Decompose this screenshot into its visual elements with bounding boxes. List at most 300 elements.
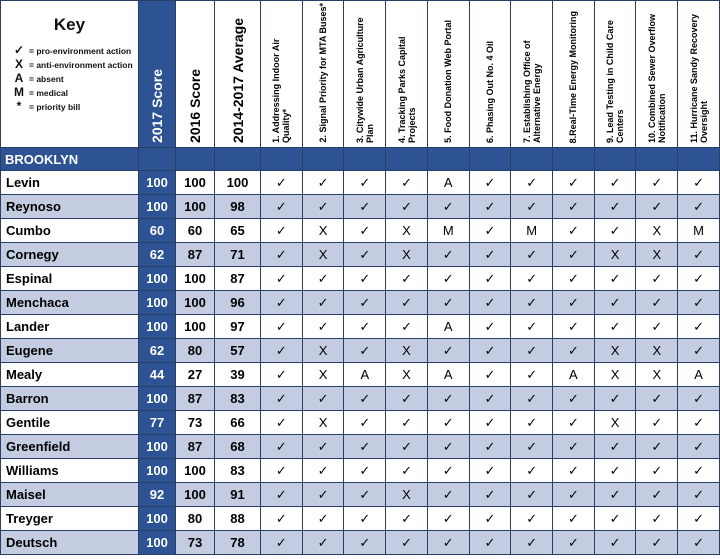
header-bill-label: 3. Citywide Urban Agriculture Plan [354,17,375,143]
key-symbol: A [14,71,24,85]
score-2016: 100 [176,315,215,339]
vote-cell: ✓ [511,363,553,387]
score-average: 91 [215,483,261,507]
vote-cell: ✓ [511,387,553,411]
vote-cell: X [636,243,678,267]
vote-cell: ✓ [261,531,303,555]
vote-cell: X [636,339,678,363]
vote-cell: X [594,243,636,267]
vote-cell: ✓ [386,171,428,195]
header-bill-10 [636,1,678,148]
score-2017: 100 [139,195,176,219]
vote-cell: ✓ [553,387,595,411]
score-2016: 87 [176,243,215,267]
vote-cell: X [386,219,428,243]
score-average: 57 [215,339,261,363]
vote-cell: ✓ [594,459,636,483]
vote-cell: ✓ [678,459,720,483]
vote-cell: ✓ [386,195,428,219]
vote-cell: ✓ [302,291,344,315]
member-name: Menchaca [1,291,139,315]
vote-cell: ✓ [302,267,344,291]
score-2016: 60 [176,219,215,243]
vote-cell: ✓ [386,291,428,315]
vote-cell: ✓ [261,195,303,219]
vote-cell: ✓ [302,507,344,531]
table-row [1,411,720,435]
member-name: Cumbo [1,219,139,243]
member-name: Eugene [1,339,139,363]
borough-filler [386,148,428,171]
key-symbol: * [16,99,22,113]
score-average: 97 [215,315,261,339]
vote-cell: A [427,363,469,387]
vote-cell: ✓ [636,483,678,507]
key-symbol: M [14,85,24,99]
header-bill-2 [302,1,344,148]
vote-cell: ✓ [302,387,344,411]
key-panel [1,1,139,148]
vote-cell: ✓ [636,171,678,195]
score-2017: 100 [139,459,176,483]
vote-cell: X [594,411,636,435]
vote-cell: ✓ [302,171,344,195]
header-bill-11 [678,1,720,148]
vote-cell: ✓ [344,507,386,531]
vote-cell: ✓ [386,507,428,531]
vote-cell: ✓ [553,459,595,483]
vote-cell: ✓ [553,171,595,195]
vote-cell: ✓ [261,435,303,459]
vote-cell: ✓ [427,291,469,315]
vote-cell: ✓ [678,435,720,459]
vote-cell: A [344,363,386,387]
header-average [215,1,261,148]
score-2017: 62 [139,339,176,363]
vote-cell: X [636,363,678,387]
score-average: 78 [215,531,261,555]
header-bill-label: 9. Lead Testing in Child Care Centers [605,20,626,143]
vote-cell: ✓ [594,219,636,243]
vote-cell: ✓ [344,411,386,435]
header-bill-label: 2. Signal Priority for MTA Buses* [318,3,329,143]
score-average: 39 [215,363,261,387]
borough-filler [344,148,386,171]
vote-cell: ✓ [344,483,386,507]
score-2017: 100 [139,291,176,315]
member-name: Deutsch [1,531,139,555]
vote-cell: ✓ [469,459,511,483]
vote-cell: X [302,219,344,243]
vote-cell: ✓ [261,267,303,291]
header-bill-9 [594,1,636,148]
header-bill-7 [511,1,553,148]
score-2017: 77 [139,411,176,435]
vote-cell: ✓ [469,531,511,555]
table-row [1,219,720,243]
vote-cell: ✓ [678,291,720,315]
vote-cell: ✓ [261,219,303,243]
vote-cell: X [302,363,344,387]
vote-cell: ✓ [261,171,303,195]
vote-cell: ✓ [469,315,511,339]
vote-cell: ✓ [636,267,678,291]
key-item [1,71,138,85]
score-2016: 73 [176,411,215,435]
vote-cell: ✓ [261,507,303,531]
table-row [1,531,720,555]
vote-cell: ✓ [386,435,428,459]
vote-cell: ✓ [427,507,469,531]
header-bill-8 [553,1,595,148]
vote-cell: ✓ [594,387,636,411]
vote-cell: ✓ [594,267,636,291]
score-2017: 100 [139,315,176,339]
key-item [1,85,138,99]
vote-cell: ✓ [344,459,386,483]
score-2016: 87 [176,387,215,411]
vote-cell: ✓ [678,531,720,555]
vote-cell: ✓ [469,339,511,363]
score-2016: 80 [176,339,215,363]
member-name: Greenfield [1,435,139,459]
vote-cell: ✓ [636,387,678,411]
key-label: = anti-environment action [29,60,133,70]
score-2017: 100 [139,507,176,531]
vote-cell: ✓ [302,435,344,459]
vote-cell: ✓ [636,435,678,459]
key-item [1,43,138,57]
vote-cell: ✓ [427,483,469,507]
vote-cell: ✓ [302,315,344,339]
borough-filler [636,148,678,171]
header-bill-label: 8.Real-Time Energy Monitoring [568,10,579,143]
vote-cell: ✓ [553,411,595,435]
vote-cell: X [386,483,428,507]
vote-cell: ✓ [427,435,469,459]
header-bill-label: 1. Addressing Indoor Air Quality* [271,38,292,143]
vote-cell: ✓ [302,195,344,219]
score-2017: 100 [139,171,176,195]
vote-cell: M [511,219,553,243]
vote-cell: ✓ [636,291,678,315]
vote-cell: X [594,363,636,387]
header-bill-1 [261,1,303,148]
vote-cell: ✓ [302,483,344,507]
member-name: Reynoso [1,195,139,219]
vote-cell: M [678,219,720,243]
vote-cell: X [594,339,636,363]
vote-cell: ✓ [469,219,511,243]
vote-cell: ✓ [261,315,303,339]
vote-cell: ✓ [594,171,636,195]
vote-cell: ✓ [553,483,595,507]
vote-cell: ✓ [511,507,553,531]
vote-cell: ✓ [553,339,595,363]
vote-cell: ✓ [344,387,386,411]
score-2016: 100 [176,483,215,507]
member-name: Maisel [1,483,139,507]
vote-cell: ✓ [469,435,511,459]
score-2016: 73 [176,531,215,555]
vote-cell: ✓ [427,531,469,555]
member-name: Gentile [1,411,139,435]
vote-cell: X [302,339,344,363]
vote-cell: ✓ [511,171,553,195]
borough-name: BROOKLYN [1,148,139,171]
key-item [1,57,138,71]
vote-cell: ✓ [386,459,428,483]
vote-cell: ✓ [386,387,428,411]
vote-cell: ✓ [344,195,386,219]
vote-cell: ✓ [553,195,595,219]
header-bill-label: 7. Establishing Office of Alternative Energy [521,40,542,143]
vote-cell: ✓ [511,195,553,219]
header-bill-6 [469,1,511,148]
score-2017: 92 [139,483,176,507]
vote-cell: ✓ [678,171,720,195]
borough-filler [469,148,511,171]
score-2017: 44 [139,363,176,387]
vote-cell: ✓ [511,435,553,459]
score-2016: 80 [176,507,215,531]
vote-cell: ✓ [344,243,386,267]
vote-cell: ✓ [553,243,595,267]
header-bill-label: 10. Combined Sewer Overflow Notification [646,13,667,143]
score-2017: 100 [139,267,176,291]
borough-filler [678,148,720,171]
vote-cell: ✓ [511,531,553,555]
header-bill-label: 4. Tracking Parks Capital Projects [396,36,417,143]
vote-cell: ✓ [678,483,720,507]
header-bill-label: 11. Hurricane Sandy Recovery Oversight [688,13,709,143]
score-2017: 100 [139,435,176,459]
borough-filler [511,148,553,171]
header-2017-score [139,1,176,148]
vote-cell: ✓ [386,531,428,555]
table-row [1,171,720,195]
vote-cell: X [302,411,344,435]
vote-cell: ✓ [344,291,386,315]
vote-cell: ✓ [678,267,720,291]
table-row [1,363,720,387]
header-average-label: 2014-2017 Average [229,17,246,143]
borough-filler [215,148,261,171]
vote-cell: ✓ [344,267,386,291]
table-row [1,195,720,219]
vote-cell: X [386,339,428,363]
header-2016-score-label: 2016 Score [187,69,203,143]
score-average: 100 [215,171,261,195]
vote-cell: ✓ [261,459,303,483]
table-row [1,267,720,291]
table-row [1,315,720,339]
member-name: Cornegy [1,243,139,267]
vote-cell: ✓ [469,195,511,219]
vote-cell: ✓ [553,531,595,555]
vote-cell: ✓ [261,243,303,267]
score-average: 83 [215,387,261,411]
vote-cell: ✓ [678,339,720,363]
vote-cell: ✓ [469,243,511,267]
vote-cell: ✓ [553,291,595,315]
key-label: = absent [29,74,64,84]
vote-cell: ✓ [386,315,428,339]
key-label: = priority bill [29,102,81,112]
score-2016: 27 [176,363,215,387]
vote-cell: X [386,363,428,387]
header-2017-score-label: 2017 Score [149,69,165,143]
header-bill-label: 6. Phasing Out No. 4 Oil [484,40,495,143]
vote-cell: ✓ [261,291,303,315]
vote-cell: ✓ [469,267,511,291]
vote-cell: ✓ [553,267,595,291]
table-row [1,243,720,267]
header-bill-4 [386,1,428,148]
vote-cell: ✓ [511,291,553,315]
vote-cell: ✓ [636,531,678,555]
borough-row [1,148,720,171]
key-symbol: X [14,57,23,71]
borough-filler [176,148,215,171]
score-average: 83 [215,459,261,483]
vote-cell: X [302,243,344,267]
vote-cell: ✓ [427,339,469,363]
score-2017: 60 [139,219,176,243]
member-name: Levin [1,171,139,195]
vote-cell: ✓ [594,195,636,219]
vote-cell: ✓ [427,411,469,435]
member-name: Mealy [1,363,139,387]
score-2016: 100 [176,291,215,315]
vote-cell: ✓ [344,435,386,459]
score-2017: 100 [139,531,176,555]
vote-cell: ✓ [553,507,595,531]
vote-cell: A [553,363,595,387]
vote-cell: ✓ [511,267,553,291]
borough-filler [302,148,344,171]
key-label: = pro-environment action [29,46,132,56]
vote-cell: ✓ [636,195,678,219]
vote-cell: ✓ [261,387,303,411]
header-row [1,1,720,148]
score-2016: 100 [176,171,215,195]
vote-cell: ✓ [636,459,678,483]
vote-cell: A [678,363,720,387]
vote-cell: ✓ [678,507,720,531]
table-row [1,291,720,315]
vote-cell: ✓ [302,459,344,483]
vote-cell: ✓ [386,411,428,435]
vote-cell: ✓ [594,507,636,531]
score-average: 65 [215,219,261,243]
vote-cell: ✓ [427,387,469,411]
vote-cell: ✓ [636,315,678,339]
vote-cell: ✓ [427,267,469,291]
vote-cell: ✓ [261,339,303,363]
vote-cell: ✓ [261,363,303,387]
key-title: Key [53,15,86,34]
score-2017: 100 [139,387,176,411]
vote-cell: ✓ [469,387,511,411]
vote-cell: ✓ [678,411,720,435]
vote-cell: ✓ [594,315,636,339]
borough-filler [594,148,636,171]
vote-cell: ✓ [553,435,595,459]
vote-cell: ✓ [511,483,553,507]
vote-cell: ✓ [469,291,511,315]
vote-cell: ✓ [427,243,469,267]
member-name: Espinal [1,267,139,291]
score-2016: 100 [176,195,215,219]
vote-cell: ✓ [344,171,386,195]
member-name: Treyger [1,507,139,531]
vote-cell: ✓ [678,315,720,339]
vote-cell: X [386,243,428,267]
score-2016: 100 [176,459,215,483]
member-name: Williams [1,459,139,483]
key-symbol: ✓ [13,43,25,57]
score-average: 96 [215,291,261,315]
member-name: Lander [1,315,139,339]
vote-cell: ✓ [511,411,553,435]
member-name: Barron [1,387,139,411]
score-average: 68 [215,435,261,459]
vote-cell: ✓ [511,339,553,363]
vote-cell: ✓ [594,531,636,555]
vote-cell: ✓ [511,459,553,483]
vote-cell: A [427,171,469,195]
vote-cell: ✓ [469,507,511,531]
header-bill-5 [427,1,469,148]
vote-cell: ✓ [553,219,595,243]
vote-cell: ✓ [344,339,386,363]
score-2016: 87 [176,435,215,459]
borough-filler [261,148,303,171]
vote-cell: ✓ [469,363,511,387]
vote-cell: ✓ [636,411,678,435]
vote-cell: ✓ [511,315,553,339]
vote-cell: ✓ [386,267,428,291]
vote-cell: ✓ [678,243,720,267]
vote-cell: A [427,315,469,339]
vote-cell: ✓ [594,435,636,459]
key-list [1,43,138,113]
table-row [1,483,720,507]
vote-cell: ✓ [469,483,511,507]
vote-cell: ✓ [594,291,636,315]
table-body [1,148,720,555]
borough-filler [553,148,595,171]
vote-cell: ✓ [511,243,553,267]
vote-cell: ✓ [427,459,469,483]
vote-cell: ✓ [594,483,636,507]
vote-cell: ✓ [302,531,344,555]
vote-cell: ✓ [469,411,511,435]
vote-cell: ✓ [344,219,386,243]
header-bill-3 [344,1,386,148]
vote-cell: ✓ [261,483,303,507]
table-row [1,459,720,483]
vote-cell: ✓ [636,507,678,531]
vote-cell: ✓ [469,171,511,195]
vote-cell: ✓ [678,387,720,411]
table-row [1,435,720,459]
borough-filler [139,148,176,171]
header-bill-label: 5. Food Donation Web Portal [443,20,454,143]
borough-filler [427,148,469,171]
key-item [1,99,138,113]
